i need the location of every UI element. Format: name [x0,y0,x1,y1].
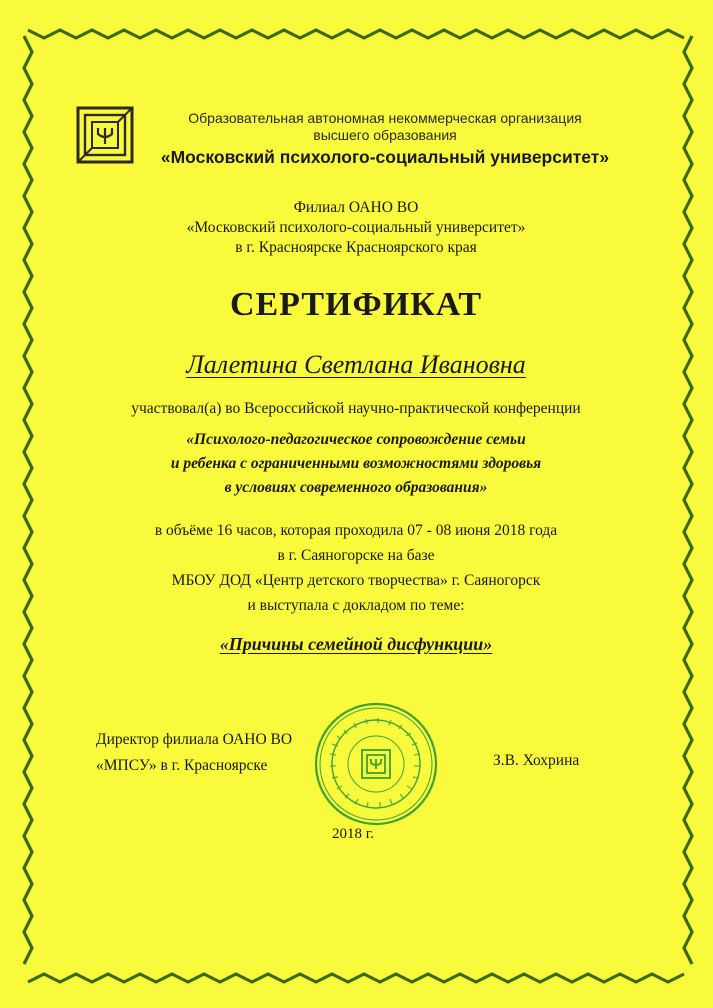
conference-line: в условиях современного образования» [224,479,488,496]
details-line: в объёме 16 часов, которая проходила 07 - 08 июня 2018 года [154,522,558,539]
report-topic: «Причины семейной дисфункции» [219,634,493,654]
zigzag-segment [28,30,684,38]
branch-line: «Московский психолого-социальный университет» [186,219,526,236]
conference-line: и ребенка с ограниченными возможностями здоровья [170,455,542,472]
org-line: высшего образования [313,127,457,143]
university-name: «Московский психолого-социальный университет» [160,147,610,167]
branch-line: Филиал ОАНО ВО [293,199,419,216]
university-logo-icon [76,106,134,164]
zigzag-segment [684,36,692,964]
certificate-title: СЕРТИФИКАТ [229,286,483,323]
participation-text: участвовал(а) во Всероссийской научно-практической конференции [131,400,581,417]
conference-line: «Психолого-педагогическое сопровождение семьи [186,431,526,448]
issue-year: 2018 г. [332,826,374,842]
org-line: Образовательная автономная некоммерческая организация [188,110,582,126]
conference-details [60,518,652,618]
details-line: и выступала с докладом по теме: [247,597,465,614]
details-line: в г. Саяногорске на базе [277,547,435,564]
zigzag-segment [24,36,32,964]
conference-title [60,428,652,500]
branch-line: в г. Красноярске Красноярского края [235,239,477,256]
recipient-name: Лалетина Светлана Ивановна [186,350,526,379]
signature-position [96,727,292,779]
report-topic-block [60,634,652,655]
organization-header [150,110,620,168]
branch-info [100,198,612,258]
signature-line: Директор филиала ОАНО ВО [96,731,293,748]
zigzag-segment [28,974,684,982]
recipient-name-block [100,350,612,380]
round-stamp-icon [312,700,440,828]
signature-line: «МПСУ» в г. Красноярске [96,757,268,774]
signer-name: З.В. Хохрина [493,752,580,769]
details-line: МБОУ ДОД «Центр детского творчества» г. Саяногорск [171,572,541,589]
